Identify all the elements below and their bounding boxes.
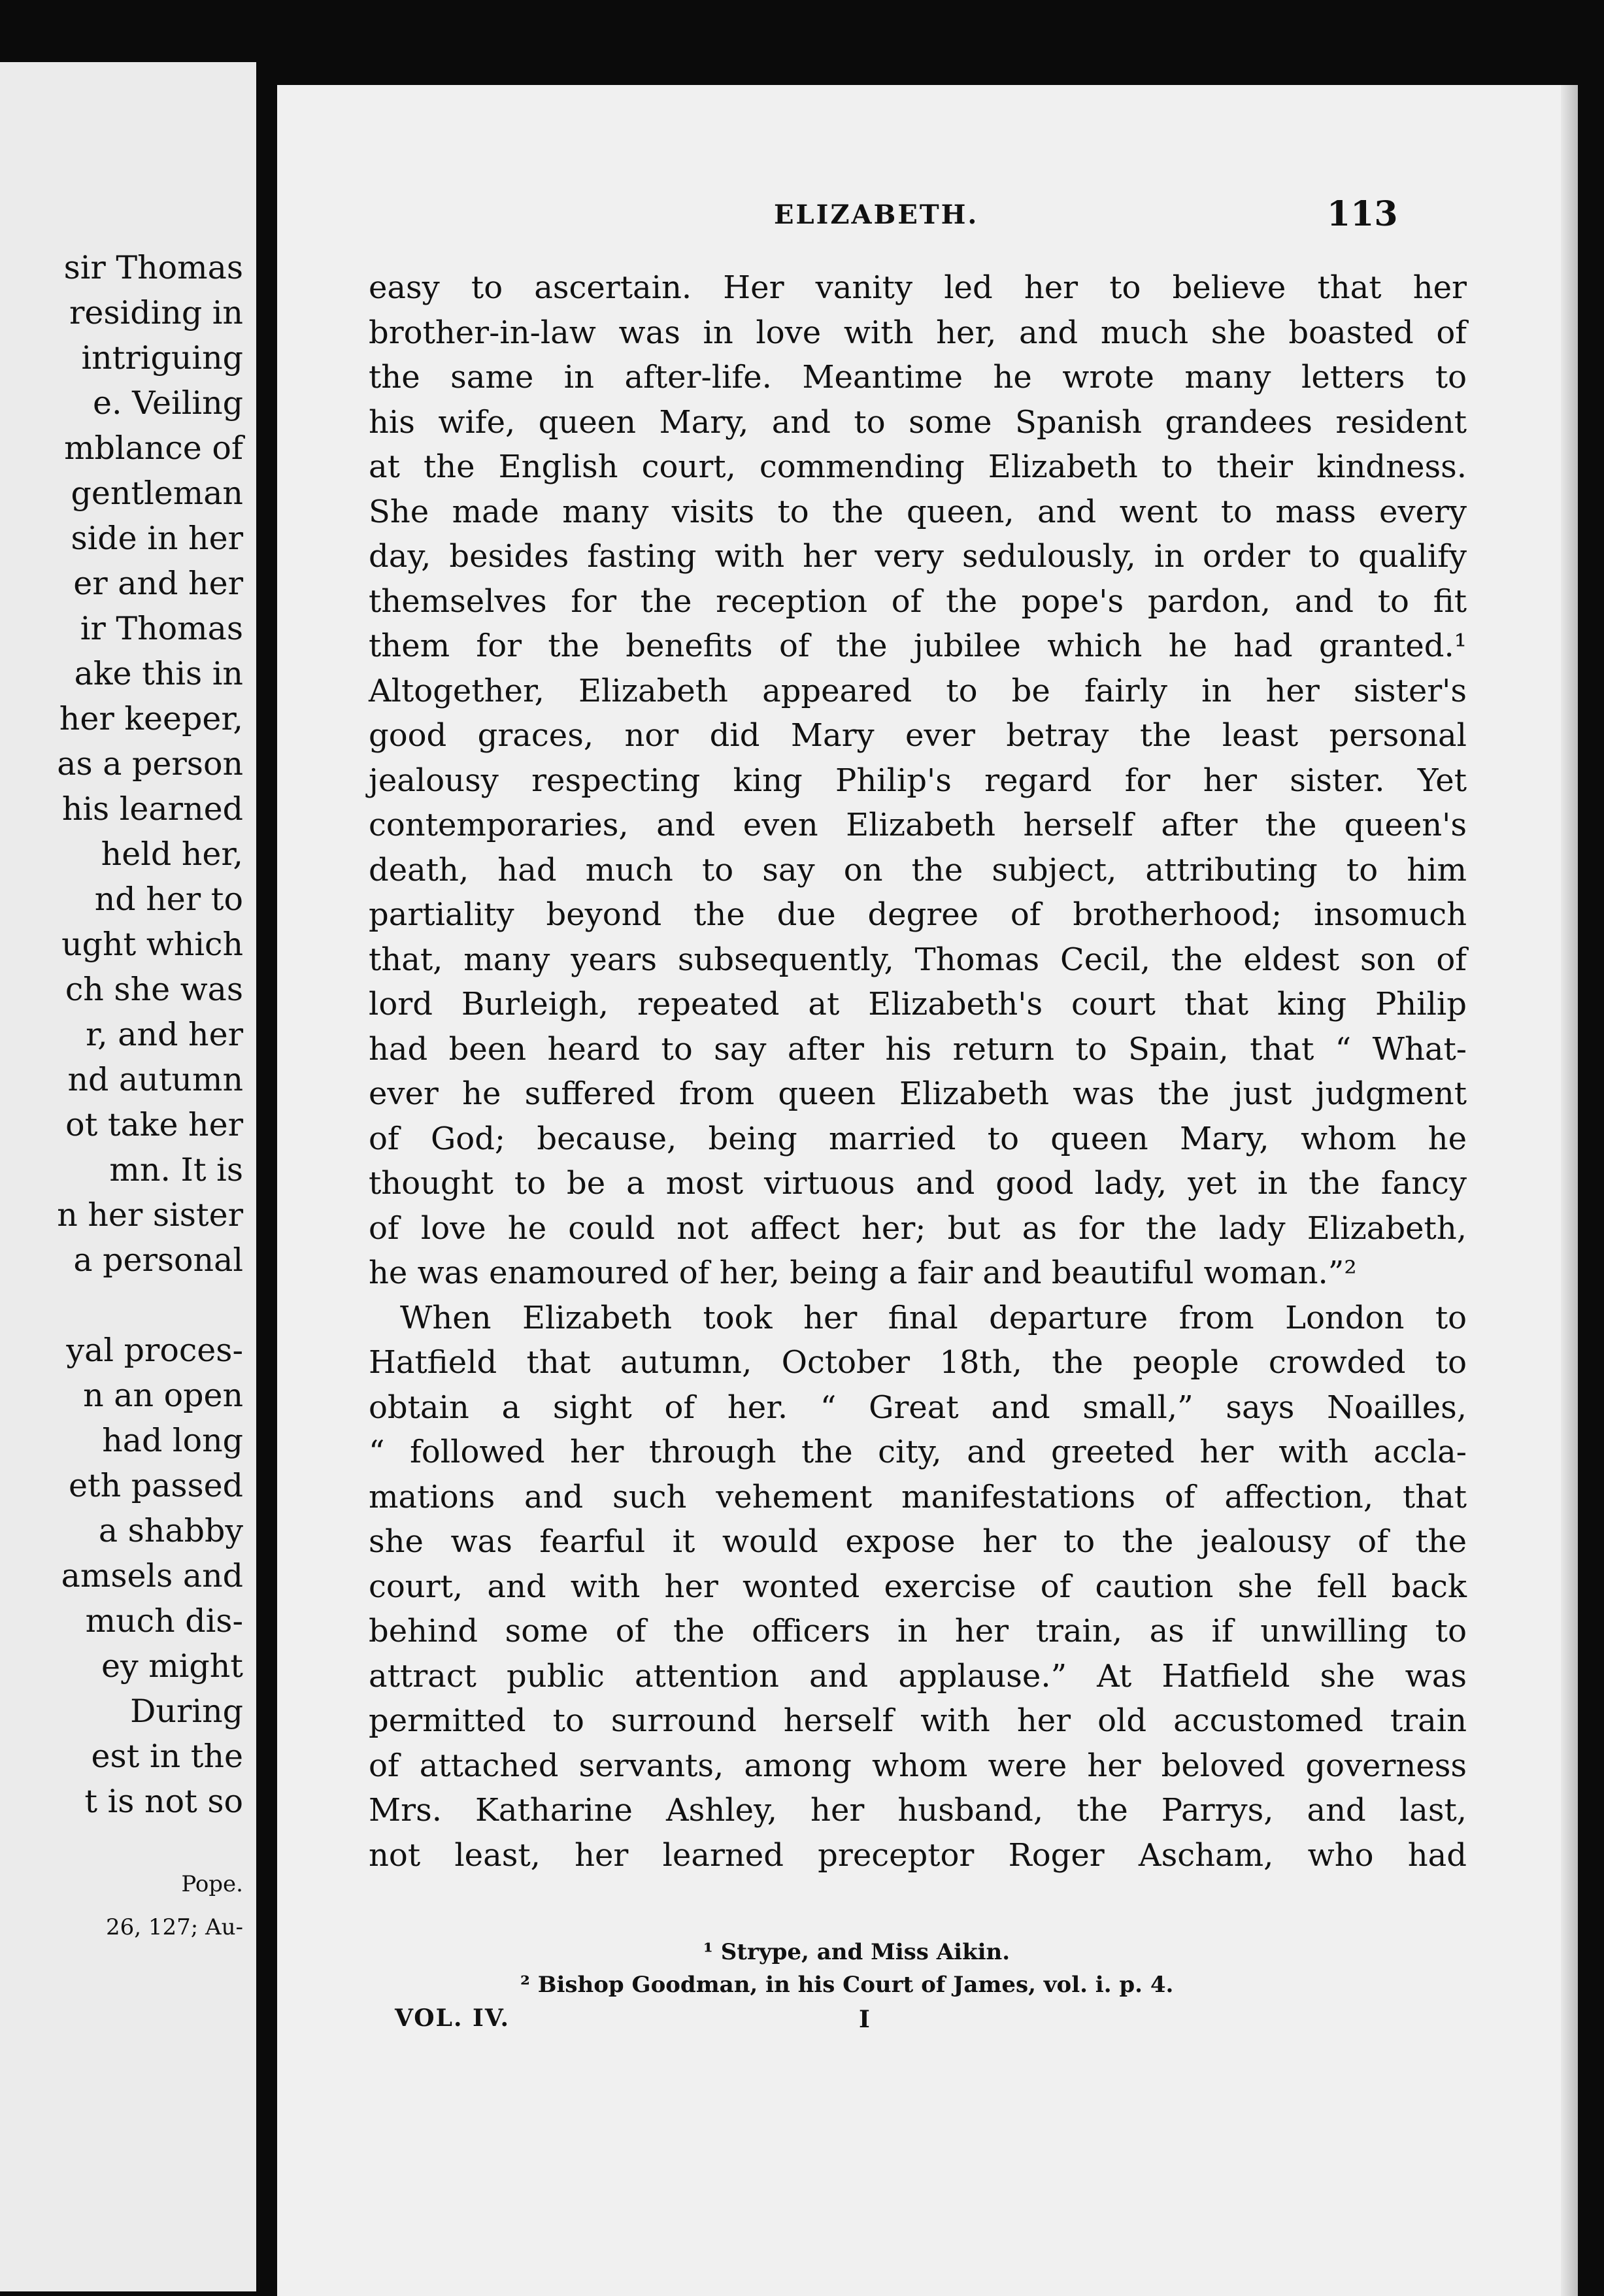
left-page-line: ch she was <box>65 971 243 1008</box>
body-line: that, many years subsequently, Thomas Cecil, the eldest son of <box>369 941 1467 978</box>
left-page-line: side in her <box>71 520 243 557</box>
body-line: themselves for the reception of the pope's pardon, and to fit <box>369 582 1467 620</box>
body-line: easy to ascertain. Her vanity led her to believe that her <box>369 269 1467 306</box>
body-line: mations and such vehement manifestations of affection, that <box>369 1478 1467 1515</box>
body-line: She made many visits to the queen, and went to mass every <box>369 493 1467 530</box>
left-page-line: intriguing <box>81 339 243 377</box>
left-page-line: had long <box>102 1422 243 1459</box>
left-page-line: t is not so <box>84 1783 243 1820</box>
left-page-line: a personal <box>73 1241 243 1279</box>
body-line: permitted to surround herself with her old accustomed train <box>369 1702 1467 1739</box>
body-line: behind some of the officers in her train, as if unwilling to <box>369 1613 1467 1649</box>
body-line: them for the benefits of the jubilee which he had granted.¹ <box>369 628 1467 664</box>
left-page-line: as a person <box>57 745 243 783</box>
body-line: When Elizabeth took her final departure from London to <box>400 1299 1467 1336</box>
left-page-line: e. Veiling <box>93 384 243 422</box>
left-page-line: her keeper, <box>59 700 243 737</box>
body-line: partiality beyond the due degree of brotherhood; insomuch <box>369 896 1467 933</box>
left-page-line: nd autumn <box>67 1061 243 1098</box>
left-page-line: gentleman <box>71 475 243 512</box>
book-gutter <box>256 59 277 2296</box>
left-page-line: ir Thomas <box>80 610 243 647</box>
body-line: the same in after-life. Meantime he wrote many letters to <box>369 359 1467 396</box>
footnote-1: ¹ Strype, and Miss Aikin. <box>703 1939 1011 1965</box>
body-line: “ followed her through the city, and greeted her with accla- <box>369 1434 1467 1470</box>
body-line: ever he suffered from queen Elizabeth was the just judgment <box>369 1075 1467 1112</box>
body-line: not least, her learned preceptor Roger Ascham, who had <box>369 1836 1467 1874</box>
body-line: contemporaries, and even Elizabeth herself after the queen's <box>369 807 1467 843</box>
left-page-line: much dis- <box>85 1602 243 1640</box>
body-line: of God; because, being married to queen Mary, whom he <box>369 1120 1467 1157</box>
body-line: Altogether, Elizabeth appeared to be fairly in her sister's <box>369 672 1467 709</box>
body-line: thought to be a most virtuous and good lady, yet in the fancy <box>369 1165 1467 1202</box>
left-page-line: residing in <box>69 294 243 331</box>
body-line: he was enamoured of her, being a fair and beautiful woman.”² <box>369 1255 1357 1291</box>
body-line: day, besides fasting with her very sedulously, in order to qualify <box>369 538 1467 575</box>
left-page <box>0 62 256 2291</box>
left-page-line: n her sister <box>57 1196 243 1234</box>
left-page-line: eth passed <box>68 1467 243 1504</box>
left-page-line: sir Thomas <box>63 249 243 286</box>
left-page-line: ey might <box>101 1647 243 1685</box>
left-page-line: est in the <box>91 1738 243 1775</box>
left-page-line: held her, <box>101 836 243 873</box>
left-page-line: n an open <box>83 1377 243 1414</box>
left-page-line: a shabby <box>98 1512 243 1549</box>
left-page-line: amsels and <box>61 1557 243 1595</box>
left-page-line: er and her <box>73 565 243 602</box>
left-page-note: 26, 127; Au- <box>106 1914 243 1940</box>
left-page-line: his learned <box>61 790 243 828</box>
page-number: 113 <box>1327 194 1398 234</box>
body-line: Hatfield that autumn, October 18th, the people crowded to <box>369 1344 1467 1381</box>
signature-mark: I <box>859 2006 870 2033</box>
body-line: she was fearful it would expose her to the jealousy of the <box>369 1523 1467 1560</box>
body-line: of love he could not affect her; but as for the lady Elizabeth, <box>369 1209 1467 1247</box>
left-page-line: nd her to <box>94 881 243 918</box>
body-line: his wife, queen Mary, and to some Spanish grandees resident <box>369 403 1467 441</box>
left-page-line: ot take her <box>65 1106 243 1143</box>
left-page-line: During <box>130 1693 243 1730</box>
left-page-line: mn. It is <box>109 1151 243 1189</box>
left-page-line: ught which <box>61 926 243 963</box>
body-line: court, and with her wonted exercise of caution she fell back <box>369 1568 1467 1605</box>
body-line: death, had much to say on the subject, attributing to him <box>369 851 1467 888</box>
left-page-line: r, and her <box>86 1016 243 1053</box>
body-line: brother-in-law was in love with her, and much she boasted of <box>369 314 1467 351</box>
body-line: lord Burleigh, repeated at Elizabeth's court that king Philip <box>369 986 1467 1022</box>
volume-signature: VOL. IV. <box>395 2004 510 2032</box>
footnote-2: ² Bishop Goodman, in his Court of James, vol. i. p. 4. <box>520 1972 1174 1998</box>
left-page-line: yal proces- <box>66 1332 243 1369</box>
right-page <box>277 85 1578 2296</box>
left-page-line: ake this in <box>74 655 243 692</box>
left-page-line: mblance of <box>64 430 243 467</box>
body-line: had been heard to say after his return to Spain, that “ What- <box>369 1030 1467 1068</box>
body-line: Mrs. Katharine Ashley, her husband, the Parrys, and last, <box>369 1792 1467 1829</box>
body-line: good graces, nor did Mary ever betray the least personal <box>369 717 1467 754</box>
page-edge <box>1561 85 1578 2296</box>
left-page-note: Pope. <box>181 1871 243 1897</box>
body-line: jealousy respecting king Philip's regard for her sister. Yet <box>369 762 1467 799</box>
body-line: at the English court, commending Elizabeth to their kindness. <box>369 448 1467 485</box>
body-line: attract public attention and applause.” At Hatfield she was <box>369 1657 1467 1695</box>
body-line: obtain a sight of her. “ Great and small,” says Noailles, <box>369 1389 1467 1426</box>
body-line: of attached servants, among whom were her beloved governess <box>369 1747 1467 1784</box>
running-head: ELIZABETH. <box>774 199 979 230</box>
body-text <box>369 265 1467 1878</box>
